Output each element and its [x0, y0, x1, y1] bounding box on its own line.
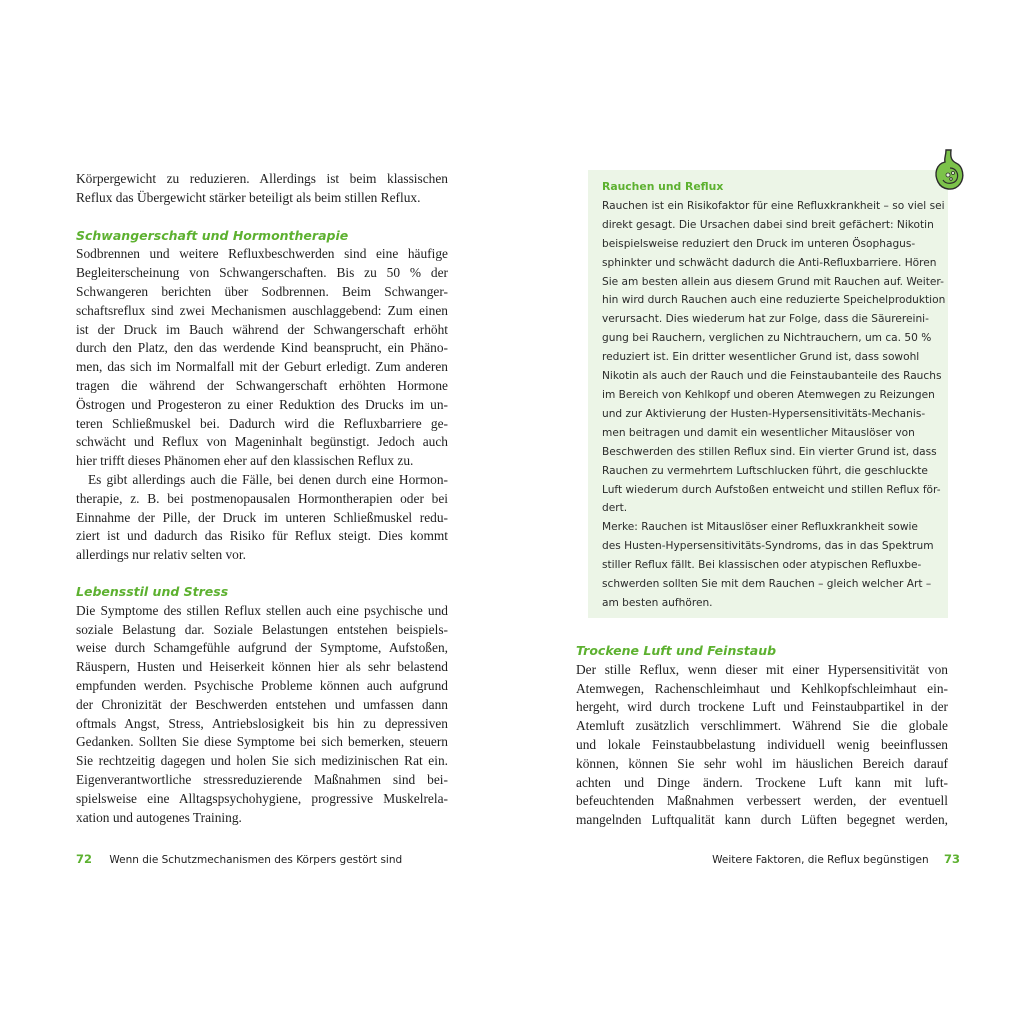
text-line: Räuspern, Husten und Heiserkeit können hier als sehr belastend [76, 659, 448, 675]
text-line: durch den Platz, den das werdende Kind beansprucht, ein Phäno- [76, 340, 448, 356]
text-line: teren Schließmuskel bei. Dadurch wird die Refluxbarriere ge- [76, 415, 448, 431]
box-line: verursacht. Dies wiederum hat zur Folge, dass die Säurereini- [602, 313, 929, 326]
running-title: Wenn die Schutzmechanismen des Körpers gestört sind [109, 854, 403, 866]
text-line: ist der Druck im Bauch während der Schwangerschaft erhöht [76, 321, 448, 337]
text-line: Begleiterscheinung von Schwangerschaften. Bis zu 50 % der [76, 265, 448, 281]
info-box-title: Rauchen und Reflux [602, 180, 724, 193]
text-line: Es gibt allerdings auch die Fälle, bei denen durch eine Hormon- [88, 471, 448, 487]
box-line: Luft wiederum durch Aufstoßen entweicht und stillen Reflux för- [602, 483, 941, 496]
text-line: xation und autogenes Training. [76, 809, 242, 825]
text-line: spielsweise eine Alltagspsychohygiene, progressive Muskelrela- [76, 790, 448, 806]
lifestyle-paragraph [76, 602, 448, 828]
text-line: Atemluft zusätzlich verschlimmert. Während Sie die globale [576, 718, 948, 734]
left-footer [76, 852, 402, 866]
box-line: hin wird durch Rauchen auch eine reduzierte Speichelproduktion [602, 294, 946, 307]
text-line: Gedanken. Sollten Sie diese Symptome bei sich bemerken, steuern [76, 734, 448, 750]
text-line: ziert ist und dadurch das Risiko für Reflux steigt. Dies kommt [76, 528, 448, 544]
page-number: 73 [943, 852, 960, 866]
section-heading-lifestyle: Lebensstil und Stress [76, 583, 229, 599]
section-heading-dry-air: Trockene Luft und Feinstaub [576, 643, 777, 658]
text-line: Die Symptome des stillen Reflux stellen auch eine psychische und [76, 602, 448, 618]
intro-paragraph [76, 170, 448, 208]
right-text-column [576, 642, 948, 830]
text-line: Der stille Reflux, wenn dieser mit einer Hypersensitivität von [576, 661, 948, 677]
text-line: therapie, z. B. bei postmenopausalen Hormontherapien oder bei [76, 490, 448, 506]
text-line: Einnahme der Pille, der Druck im unteren Schließmuskel redu- [76, 509, 448, 525]
text-line: weise durch Schamgefühle aufgrund der Symptome, Aufstoßen, [76, 640, 448, 656]
pregnancy-paragraph-1 [76, 245, 448, 471]
box-line: des Husten-Hypersensitivitäts-Syndroms, das in das Spektrum [602, 540, 934, 553]
info-box-content [602, 178, 946, 613]
text-line: allerdings nur relativ selten vor. [76, 547, 246, 563]
left-text-column [76, 170, 448, 827]
text-line: schwächt und Reflux von Mageninhalt begünstigt. Jedoch auch [76, 434, 448, 450]
box-line: Nikotin als auch der Rauch und die Feinstaubanteile des Rauchs [602, 370, 942, 383]
box-line: im Bereich von Kehlkopf und oberen Atemwegen zu Reizungen [602, 388, 935, 401]
box-line: Beschwerden des stillen Reflux sind. Ein vierter Grund ist, dass [602, 445, 937, 458]
box-line: am besten aufhören. [602, 596, 713, 609]
box-line: und zur Aktivierung der Husten-Hypersensitivitäts-Mechanis- [602, 407, 926, 420]
box-line: reduziert ist. Ein dritter wesentlicher Grund ist, dass sowohl [602, 351, 920, 364]
text-line: Reflux das Übergewicht stärker beteiligt als beim stillen Reflux. [76, 189, 421, 205]
box-line: dert. [602, 502, 628, 515]
text-line: achten und Dinge ändern. Trockene Luft kann mit luft- [576, 774, 948, 790]
text-line: Östrogen und Progesteron zu einer Reduktion des Drucks im un- [76, 396, 448, 412]
text-line: Schwangeren berichten über Sodbrennen. Beim Schwanger- [76, 283, 448, 299]
text-line: Atemwegen, Rachenschleimhaut und Kehlkopfschleimhaut ein- [576, 680, 948, 696]
box-line: Merke: Rauchen ist Mitauslöser einer Refluxkrankheit sowie [602, 521, 918, 534]
text-line: oftmals Angst, Stress, Antriebslosigkeit bis hin zu depressiven [76, 715, 448, 731]
box-line: Rauchen ist ein Risikofaktor für eine Refluxkrankheit – so viel sei [602, 199, 945, 212]
text-line: können, können Sie sehr wohl im häuslichen Bereich darauf [576, 755, 948, 771]
text-line: Sodbrennen und weitere Refluxbeschwerden sind eine häufige [76, 246, 448, 262]
text-line: soziale Belastung dar. Soziale Belastungen entstehen beispiels- [76, 621, 448, 637]
text-line: tragen die während der Schwangerschaft erhöhten Hormone [76, 377, 448, 393]
text-line: hier trifft dieses Phänomen eher auf den klassischen Reflux zu. [76, 453, 414, 469]
box-line: men beitragen und damit ein wesentlicher Mitauslöser von [602, 426, 915, 439]
text-line: schaftsreflux sind zwei Mechanismen auschlaggebend: Zum einen [76, 302, 448, 318]
dry-air-paragraph [576, 661, 948, 830]
text-line: hergeht, wird durch trockene Luft und Feinstaubpartikel in der [576, 699, 948, 715]
text-line: befeuchtenden Maßnahmen verbessert werden, der eventuell [576, 793, 948, 809]
box-line: Sie am besten allein aus diesem Grund mit Rauchen auf. Weiter- [602, 275, 944, 288]
box-line: stiller Reflux fällt. Bei klassischen oder atypischen Refluxbe- [602, 559, 922, 572]
running-title: Weitere Faktoren, die Reflux begünstigen [712, 854, 929, 866]
section-heading-pregnancy: Schwangerschaft und Hormontherapie [76, 227, 349, 243]
page-number: 72 [76, 852, 93, 866]
right-page [512, 0, 1024, 1024]
box-line: beispielsweise reduziert den Druck im unteren Ösophagus- [602, 237, 916, 250]
text-line: und lokale Feinstaubbelastung individuell wenig beeinflussen [576, 736, 948, 752]
box-line: direkt gesagt. Die Ursachen dabei sind breit gefächert: Nikotin [602, 218, 934, 231]
box-line: sphinkter und schwächt dadurch die Anti-Refluxbarriere. Hören [602, 256, 937, 269]
box-line: schwerden sollten Sie mit dem Rauchen – gleich welcher Art – [602, 578, 932, 591]
text-line: empfunden werden. Psychische Probleme können auch aufgrund [76, 677, 448, 693]
text-line: der Chronizität der Beschwerden entstehen und umfassen dann [76, 696, 448, 712]
info-box-smoking [588, 170, 948, 618]
text-line: Eigenverantwortliche stressreduzierende Maßnahmen sind bei- [76, 771, 448, 787]
pregnancy-paragraph-2 [76, 471, 448, 565]
box-line: gung bei Rauchern, verglichen zu Nichtrauchern, um ca. 50 % [602, 332, 932, 345]
stomach-icon [932, 148, 966, 194]
text-line: Sie rechtzeitig dagegen und holen Sie sich medizinischen Rat ein. [76, 753, 448, 769]
box-line: Rauchen zu vermehrtem Luftschlucken führt, die geschluckte [602, 464, 928, 477]
text-line: men, das sich im Normalfall mit der Geburt erledigt. Zum anderen [76, 359, 448, 375]
text-line: mangelnden Luftqualität kann durch Lüften begegnet werden, [576, 812, 948, 828]
right-footer [712, 852, 960, 866]
text-line: Körpergewicht zu reduzieren. Allerdings ist beim klassischen [76, 171, 448, 186]
